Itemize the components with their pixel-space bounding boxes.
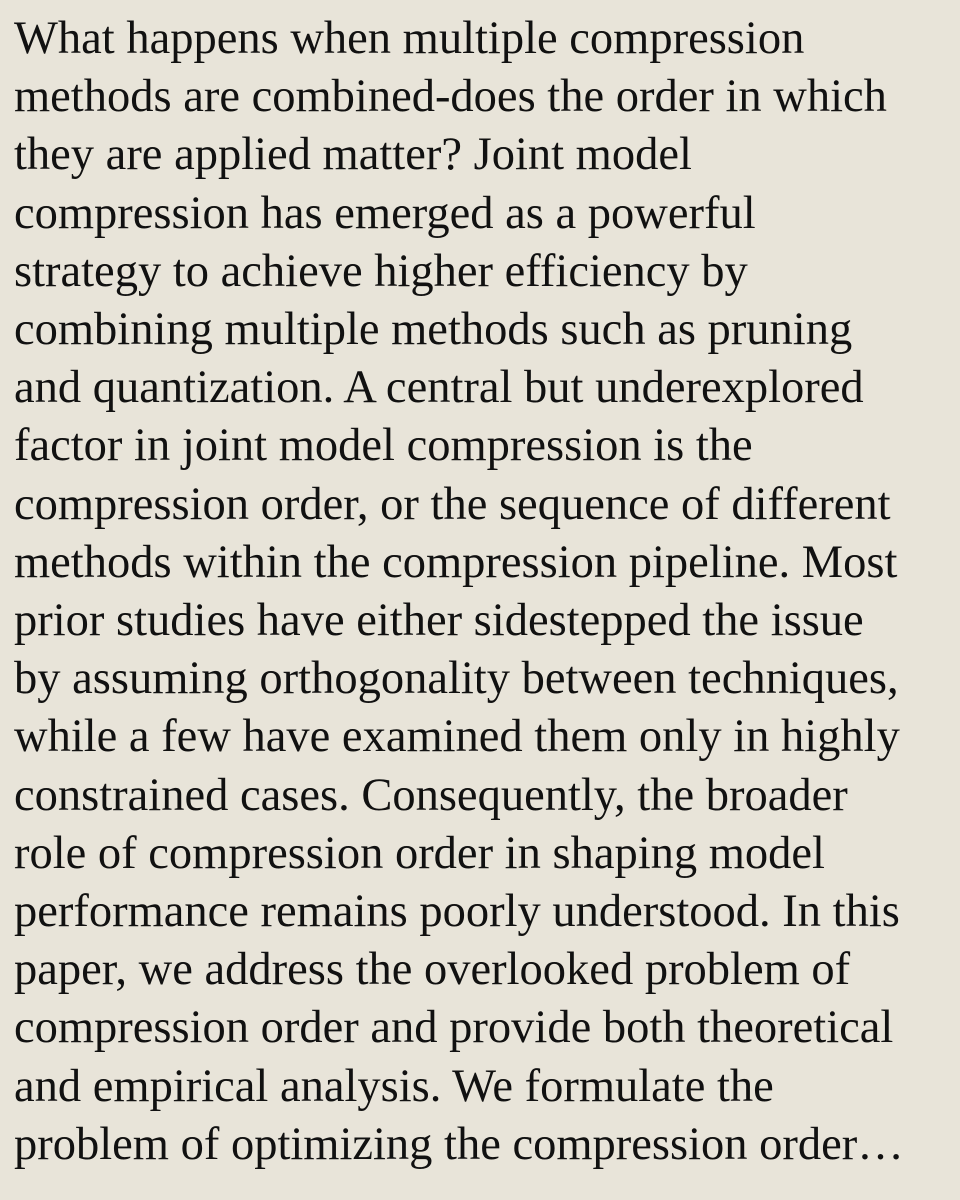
text-line: paper, we address the overlooked problem of bbox=[14, 944, 851, 996]
text-line: strategy to achieve higher efficiency by bbox=[14, 245, 748, 297]
text-line: they are applied matter? Joint model bbox=[14, 129, 692, 181]
text-line: factor in joint model compression is the bbox=[14, 420, 753, 472]
text-line: What happens when multiple compression bbox=[14, 13, 805, 64]
text-line: and quantization. A central but underexplored bbox=[14, 362, 864, 414]
text-line: compression order and provide both theoretical bbox=[14, 1002, 894, 1054]
abstract-text bbox=[14, 10, 946, 1174]
text-line: methods are combined-does the order in which bbox=[14, 71, 887, 123]
text-line: constrained cases. Consequently, the broader bbox=[14, 769, 848, 821]
text-line: problem of optimizing the compression order… bbox=[14, 1118, 904, 1170]
text-line: by assuming orthogonality between techniques, bbox=[14, 653, 899, 705]
text-line: role of compression order in shaping model bbox=[14, 827, 825, 879]
text-line: prior studies have either sidestepped the issue bbox=[14, 595, 864, 647]
text-line: compression order, or the sequence of different bbox=[14, 478, 891, 530]
text-line: compression has emerged as a powerful bbox=[14, 187, 756, 239]
text-line: and empirical analysis. We formulate the bbox=[14, 1060, 774, 1112]
text-line: methods within the compression pipeline. Most bbox=[14, 536, 898, 588]
text-line: while a few have examined them only in highly bbox=[14, 711, 900, 763]
text-line: performance remains poorly understood. In this bbox=[14, 886, 900, 938]
text-line: combining multiple methods such as pruning bbox=[14, 304, 853, 356]
